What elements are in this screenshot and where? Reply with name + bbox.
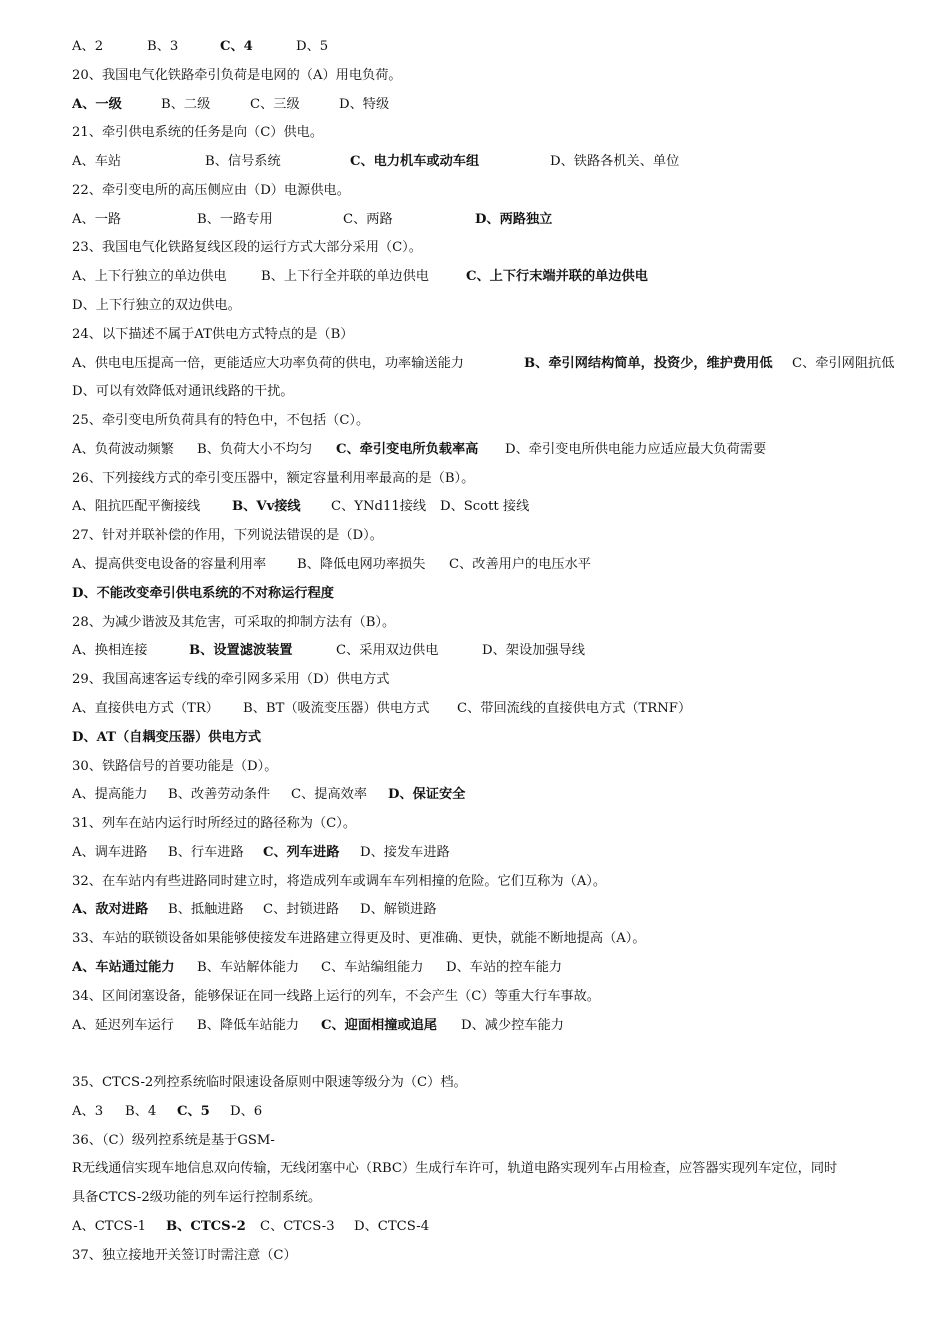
answer-text: A、车站通过能力 (72, 959, 175, 975)
line-text: A、调车进路 (72, 844, 148, 860)
line-text: D、牵引变电所供电能力应适应最大负荷需要 (505, 441, 767, 457)
line-text: 31、列车在站内运行时所经过的路径称为（C）。 (72, 816, 357, 832)
line-text: 30、铁路信号的首要功能是（D）。 (72, 758, 278, 774)
answer-text: B、CTCS-2 (166, 1218, 246, 1234)
line-text: C、提高效率 (291, 787, 368, 803)
line-text: B、4 (125, 1103, 157, 1119)
line-text: 25、牵引变电所负荷具有的特色中，不包括（C）。 (72, 413, 370, 429)
line-text: B、降低电网功率损失 (297, 557, 426, 573)
line-text: 33、车站的联锁设备如果能够使接发车进路建立得更及时、更准确、更快，就能不断地提高（A）。 (72, 931, 646, 947)
answer-text: A、一级 (72, 96, 122, 112)
line-text: D、可以有效降低对通讯线路的干扰。 (72, 384, 294, 400)
text-line (72, 438, 910, 462)
answer-text: D、保证安全 (388, 787, 466, 803)
line-text: D、上下行独立的双边供电。 (72, 298, 241, 314)
line-text: B、一路专用 (197, 211, 273, 227)
text-line (72, 841, 910, 865)
line-text: D、6 (230, 1103, 263, 1119)
line-text: B、降低车站能力 (197, 1017, 300, 1033)
line-text: A、延迟列车运行 (72, 1017, 174, 1033)
line-text: A、换相连接 (72, 643, 148, 659)
answer-text: D、两路独立 (475, 211, 553, 227)
text-line (72, 1157, 910, 1181)
text-line (72, 524, 910, 548)
line-text: R无线通信实现车地信息双向传输，无线闭塞中心（RBC）生成行车许可，轨道电路实现列车占用检查，应答器实现列车定位，同时 (72, 1161, 838, 1177)
text-line (72, 1042, 910, 1066)
text-line (72, 294, 910, 318)
line-text: C、牵引网阻抗低 (792, 355, 895, 371)
line-text: C、封锁进路 (263, 902, 340, 918)
text-line (72, 611, 910, 635)
line-text: 具备CTCS-2级功能的列车运行控制系统。 (72, 1190, 322, 1206)
text-line (72, 870, 910, 894)
text-line (72, 208, 910, 232)
text-line (72, 467, 910, 491)
line-text: D、Scott 接线 (440, 499, 530, 515)
line-text: C、采用双边供电 (336, 643, 439, 659)
line-text: 37、独立接地开关签订时需注意（C） (72, 1247, 297, 1263)
line-text: A、上下行独立的单边供电 (72, 269, 227, 285)
text-line (72, 668, 910, 692)
line-text: B、上下行全并联的单边供电 (261, 269, 429, 285)
line-text: C、车站编组能力 (321, 959, 424, 975)
line-text: A、阻抗匹配平衡接线 (72, 499, 201, 515)
line-text: A、车站 (72, 154, 122, 170)
text-line (72, 1014, 910, 1038)
text-line (72, 1129, 910, 1153)
line-text: D、铁路各机关、单位 (550, 154, 680, 170)
line-text: 26、下列接线方式的牵引变压器中，额定容量利用率最高的是（B）。 (72, 470, 475, 486)
answer-text: D、AT（自耦变压器）供电方式 (72, 729, 262, 745)
text-line (72, 1071, 910, 1095)
line-text: B、行车进路 (168, 844, 244, 860)
answer-text: C、迎面相撞或追尾 (321, 1017, 437, 1033)
line-text: B、改善劳动条件 (168, 787, 271, 803)
line-text: A、提高供变电设备的容量利用率 (72, 557, 267, 573)
text-line (72, 121, 910, 145)
line-text: B、BT（吸流变压器）供电方式 (243, 700, 430, 716)
text-line (72, 323, 910, 347)
text-line (72, 898, 910, 922)
text-line (72, 64, 910, 88)
answer-text: B、设置滤波装置 (189, 643, 293, 659)
line-text: A、一路 (72, 211, 122, 227)
line-text: D、CTCS-4 (354, 1218, 430, 1234)
answer-text: C、4 (220, 39, 253, 54)
text-line (72, 1244, 910, 1268)
line-text: C、带回流线的直接供电方式（TRNF） (457, 700, 692, 716)
text-line (72, 1100, 910, 1124)
text-line (72, 639, 910, 663)
text-line (72, 35, 910, 59)
line-text: A、负荷波动频繁 (72, 441, 174, 457)
answer-text: B、牵引网结构简单，投资少，维护费用低 (524, 355, 773, 371)
line-text: 32、在车站内有些进路同时建立时，将造成列车或调车车列相撞的危险。它们互称为（A）。 (72, 873, 607, 889)
line-text: B、负荷大小不均匀 (197, 441, 313, 457)
line-text: 21、牵引供电系统的任务是向（C）供电。 (72, 125, 324, 141)
line-text: D、车站的控车能力 (446, 959, 563, 975)
text-line (72, 93, 910, 117)
line-text: D、架设加强导线 (482, 643, 585, 659)
text-line (72, 150, 910, 174)
line-text: 28、为减少谐波及其危害，可采取的抑制方法有（B）。 (72, 614, 396, 630)
line-text: 34、区间闭塞设备，能够保证在同一线路上运行的列车，不会产生（C）等重大行车事故。 (72, 988, 600, 1004)
text-line (72, 697, 910, 721)
text-line (72, 495, 910, 519)
line-text: B、二级 (161, 96, 211, 112)
text-line (72, 582, 910, 606)
line-text: 23、我国电气化铁路复线区段的运行方式大部分采用（C）。 (72, 240, 422, 256)
text-line (72, 265, 910, 289)
line-text: B、3 (147, 39, 179, 54)
line-text: 24、以下描述不属于AT供电方式特点的是（B） (72, 326, 354, 342)
text-line (72, 985, 910, 1009)
line-text: D、减少控车能力 (461, 1017, 564, 1033)
text-line (72, 380, 910, 404)
text-line (72, 1215, 910, 1239)
answer-text: A、敌对进路 (72, 902, 149, 918)
answer-text: C、上下行末端并联的单边供电 (466, 269, 648, 285)
line-text: A、3 (72, 1103, 104, 1119)
line-text: 22、牵引变电所的高压侧应由（D）电源供电。 (72, 182, 350, 198)
line-text: B、抵触进路 (168, 902, 244, 918)
text-line (72, 553, 910, 577)
text-line (72, 783, 910, 807)
line-text: A、供电电压提高一倍，更能适应大功率负荷的供电，功率输送能力 (72, 355, 464, 371)
line-text: C、两路 (343, 211, 393, 227)
text-line (72, 927, 910, 951)
line-text: A、2 (72, 39, 104, 54)
line-text: D、5 (296, 39, 329, 54)
line-text: C、三级 (250, 96, 300, 112)
answer-text: C、列车进路 (263, 844, 340, 860)
text-line (72, 409, 910, 433)
answer-text: D、不能改变牵引供电系统的不对称运行程度 (72, 585, 334, 601)
text-line (72, 1186, 910, 1210)
line-text: A、CTCS-1 (72, 1218, 147, 1234)
answer-text: B、Vv接线 (232, 499, 301, 515)
answer-text: C、牵引变电所负载率高 (336, 441, 479, 457)
line-text: B、信号系统 (205, 154, 281, 170)
line-text: D、解锁进路 (360, 902, 437, 918)
line-text: C、改善用户的电压水平 (449, 557, 591, 573)
text-line (72, 755, 910, 779)
line-text: C、CTCS-3 (260, 1218, 335, 1234)
line-text: 27、针对并联补偿的作用，下列说法错误的是（D）。 (72, 528, 383, 544)
line-text: 36、（C）级列控系统是基于GSM- (72, 1132, 275, 1148)
answer-text: C、电力机车或动车组 (350, 154, 480, 170)
line-text: D、特级 (339, 96, 390, 112)
line-text: 35、CTCS-2列控系统临时限速设备原则中限速等级分为（C）档。 (72, 1075, 467, 1091)
text-line (72, 236, 910, 260)
line-text: 29、我国高速客运专线的牵引网多采用（D）供电方式 (72, 672, 390, 688)
line-text: A、提高能力 (72, 787, 148, 803)
line-text: A、直接供电方式（TR） (72, 700, 219, 716)
line-text: 20、我国电气化铁路牵引负荷是电网的（A）用电负荷。 (72, 67, 402, 83)
line-text: D、接发车进路 (360, 844, 450, 860)
text-line (72, 352, 910, 376)
line-text: B、车站解体能力 (197, 959, 300, 975)
line-text: C、YNd11接线 (331, 499, 427, 515)
text-line (72, 956, 910, 980)
text-line (72, 726, 910, 750)
answer-text: C、5 (177, 1103, 210, 1119)
text-line (72, 179, 910, 203)
text-line (72, 812, 910, 836)
